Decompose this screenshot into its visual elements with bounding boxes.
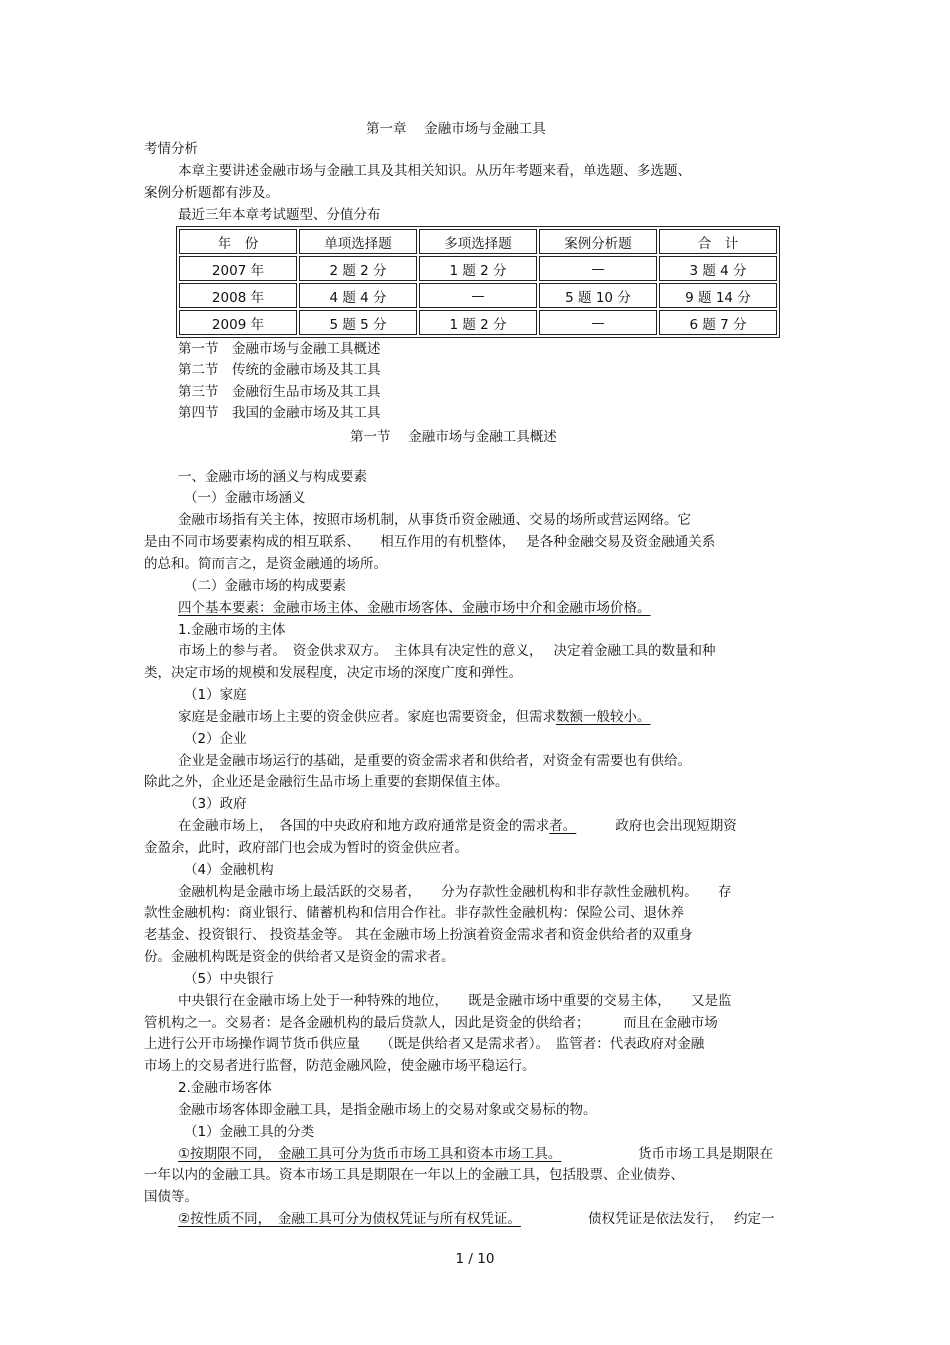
chapter-title: 第一章 金融市场与金融工具	[366, 121, 546, 137]
exam-heading: 考情分析	[144, 141, 198, 157]
paragraph-line: 款性金融机构：商业银行、储蓄机构和信用合作社。非存款性金融机构：保险公司、退休养	[144, 905, 684, 921]
table-cell: —	[539, 310, 657, 335]
paragraph-line: 份。金融机构既是资金的供给者又是资金的需求者。	[144, 949, 455, 965]
subheading: （5）中央银行	[184, 971, 274, 987]
subheading: （1）金融工具的分类	[184, 1124, 315, 1140]
paragraph-line	[178, 1145, 773, 1163]
text-run: 在金融市场上， 各国的中央政府和地方政府通常是资金的需求	[178, 818, 550, 834]
subheading: （2）企业	[184, 731, 247, 747]
paragraph-line: 金融机构是金融市场上最活跃的交易者， 分为存款性金融机构和非存款性金融机构。 存	[178, 884, 732, 900]
paragraph-line: 上进行公开市场操作调节货币供应量 （既是供给者又是需求者）。 监管者：代表政府对金融	[144, 1036, 705, 1052]
header-cell: 案例分析题	[539, 229, 657, 254]
table-cell: 2007 年	[179, 256, 297, 281]
paragraph-line	[178, 1210, 775, 1228]
underlined-text: 者。	[549, 818, 577, 834]
table-cell: 5 题 5 分	[299, 310, 417, 335]
paragraph-line: 一年以内的金融工具。资本市场工具是期限在一年以上的金融工具，包括股票、企业债券、	[144, 1167, 684, 1183]
table-row	[179, 283, 777, 308]
header-cell: 年 份	[179, 229, 297, 254]
table-cell: 1 题 2 分	[419, 256, 537, 281]
table-row	[179, 310, 777, 335]
paragraph-line: 除此之外，企业还是金融衍生品市场上重要的套期保值主体。	[144, 774, 509, 790]
subheading: （4）金融机构	[184, 862, 274, 878]
paragraph-line: 四个基本要素：金融市场主体、金融市场客体、金融市场中介和金融市场价格。	[178, 600, 651, 616]
subheading: 1.金融市场的主体	[178, 622, 286, 638]
underlined-text: 数额一般较小。	[556, 709, 651, 725]
paragraph-line: 老基金、投资银行、 投资基金等。 其在金融市场上扮演着资金需求者和资金供给者的双重身	[144, 927, 693, 943]
header-cell: 合 计	[659, 229, 777, 254]
table-cell: 5 题 10 分	[539, 283, 657, 308]
paragraph-line: 国债等。	[144, 1189, 198, 1205]
table-cell: 4 题 4 分	[299, 283, 417, 308]
paragraph-line: 金盈余，此时，政府部门也会成为暂时的资金供应者。	[144, 840, 468, 856]
exam-score-table	[176, 226, 780, 338]
table-cell: 6 题 7 分	[659, 310, 777, 335]
paragraph-line: 是由不同市场要素构成的相互联系、 相互作用的有机整体， 是各种金融交易及资金融通关系	[144, 534, 716, 550]
section-list-item: 第四节 我国的金融市场及其工具	[178, 405, 381, 421]
paragraph-line	[178, 708, 708, 726]
text-run: 政府也会出现短期资	[615, 818, 737, 834]
header-cell: 单项选择题	[299, 229, 417, 254]
section-list-item: 第二节 传统的金融市场及其工具	[178, 362, 381, 378]
subheading: （3）政府	[184, 796, 247, 812]
paragraph-line: 类，决定市场的规模和发展程度，决定市场的深度广度和弹性。	[144, 665, 522, 681]
table-cell: 1 题 2 分	[419, 310, 537, 335]
underlined-text: ②按性质不同， 金融工具可分为债权凭证与所有权凭证。	[178, 1211, 521, 1227]
table-cell: 2008 年	[179, 283, 297, 308]
table-caption: 最近三年本章考试题型、分值分布	[178, 207, 381, 223]
heading-1-2: （二）金融市场的构成要素	[184, 578, 346, 594]
text-run: 债权凭证是依法发行， 约定一	[588, 1211, 775, 1227]
section-list-item: 第三节 金融衍生品市场及其工具	[178, 384, 381, 400]
paragraph-line: 市场上的交易者进行监督，防范金融风险，使金融市场平稳运行。	[144, 1058, 536, 1074]
intro-line-2: 案例分析题都有涉及。	[144, 185, 279, 201]
table-cell: 9 题 14 分	[659, 283, 777, 308]
table-cell: 2 题 2 分	[299, 256, 417, 281]
paragraph-line: 市场上的参与者。 资金供求双方。 主体具有决定性的意义， 决定着金融工具的数量和种	[178, 643, 716, 659]
paragraph-line: 管机构之一。交易者：是各金融机构的最后贷款人，因此是资金的供给者； 而且在金融市场	[144, 1015, 718, 1031]
text-run: 家庭是金融市场上主要的资金供应者。家庭也需要资金，但需求	[178, 709, 556, 725]
paragraph-line: 中央银行在金融市场上处于一种特殊的地位， 既是金融市场中重要的交易主体， 又是监	[178, 993, 732, 1009]
paragraph-line: 的总和。简而言之，是资金融通的场所。	[144, 556, 387, 572]
table-cell: 3 题 4 分	[659, 256, 777, 281]
heading-1: 一、金融市场的涵义与构成要素	[178, 469, 367, 485]
subheading: 2.金融市场客体	[178, 1080, 272, 1096]
intro-line-1: 本章主要讲述金融市场与金融工具及其相关知识。从历年考题来看，单选题、多选题、	[178, 163, 691, 179]
paragraph-line: 企业是金融市场运行的基础，是重要的资金需求者和供给者，对资金有需要也有供给。	[178, 753, 691, 769]
heading-1-1: （一）金融市场涵义	[184, 490, 306, 506]
underlined-text: ①按期限不同， 金融工具可分为货币市场工具和资本市场工具。	[178, 1146, 562, 1162]
subheading: （1）家庭	[184, 687, 247, 703]
section-title: 第一节 金融市场与金融工具概述	[350, 429, 557, 445]
header-cell: 多项选择题	[419, 229, 537, 254]
table-cell: —	[419, 283, 537, 308]
paragraph-line	[178, 817, 737, 835]
paragraph-line: 金融市场客体即金融工具，是指金融市场上的交易对象或交易标的物。	[178, 1102, 597, 1118]
table-cell: 2009 年	[179, 310, 297, 335]
table-cell: —	[539, 256, 657, 281]
paragraph-line: 金融市场指有关主体，按照市场机制，从事货币资金融通、交易的场所或营运网络。它	[178, 512, 691, 528]
table-row	[179, 256, 777, 281]
text-run: 货币市场工具是期限在	[638, 1146, 773, 1162]
section-list-item: 第一节 金融市场与金融工具概述	[178, 341, 381, 357]
page-number: 1 / 10	[455, 1251, 495, 1267]
table-header-row	[179, 229, 777, 254]
